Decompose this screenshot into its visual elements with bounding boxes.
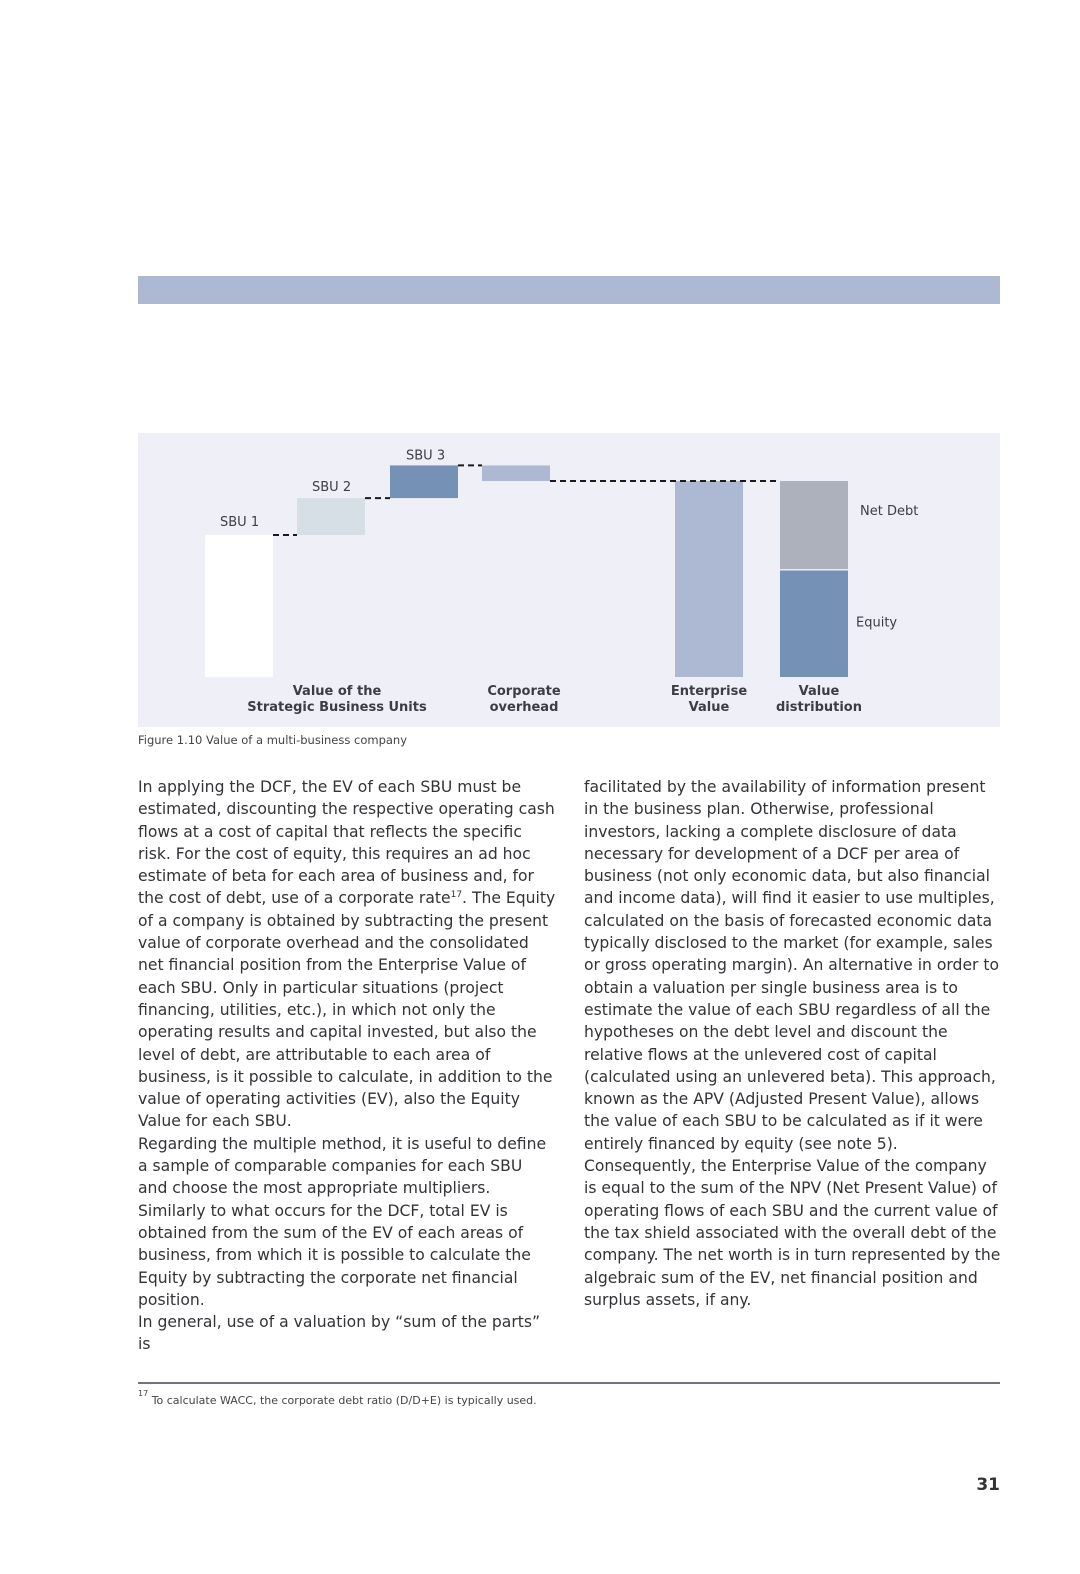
bar-equity bbox=[780, 571, 848, 678]
section-header-bar bbox=[138, 276, 1000, 304]
bar-enterprise-value bbox=[675, 481, 743, 677]
bar-sbu2 bbox=[297, 498, 365, 535]
waterfall-chart-svg bbox=[138, 433, 1000, 727]
footnote-number: 17 bbox=[138, 1389, 149, 1398]
paragraph: In general, use of a valuation by “sum of the parts” is bbox=[138, 1313, 541, 1354]
bar-corporate-overhead bbox=[482, 465, 550, 481]
category-label: overhead bbox=[489, 700, 559, 715]
body-column-left bbox=[138, 776, 556, 1356]
category-label: distribution bbox=[776, 700, 862, 715]
category-label: Corporate bbox=[487, 684, 561, 699]
bar-net-debt bbox=[780, 481, 848, 569]
footnote-text: To calculate WACC, the corporate debt ratio (D/D+E) is typically used. bbox=[151, 1394, 537, 1407]
label-net-debt: Net Debt bbox=[860, 504, 919, 520]
figure-waterfall-chart bbox=[138, 433, 1000, 727]
category-label: Strategic Business Units bbox=[247, 700, 427, 715]
page-number: 31 bbox=[976, 1475, 1000, 1495]
label-sbu3: SBU 3 bbox=[406, 448, 446, 464]
figure-caption: Figure 1.10 Value of a multi-business company bbox=[138, 733, 408, 747]
category-label: Value bbox=[798, 684, 840, 699]
category-label: Value bbox=[688, 700, 730, 715]
bar-sbu1 bbox=[205, 535, 273, 677]
category-label: Enterprise bbox=[670, 684, 748, 699]
category-label: Value of the bbox=[292, 684, 382, 699]
paragraph: In applying the DCF, the EV of each SBU must be estimated, discounting the respective operating cash flows at a cost of capital that reflects the specific risk. For the cost of equity, this requires an ad hoc estimate of beta for each area of business and, for the cost of debt, use of a corporate rate$^{17}$. The Equity of a company is obtained by subtracting the present value of corporate overhead and the consolidated net financial position from the Enterprise Value of each SBU. Only in particular situations (project financing, utilities, etc.), in which not only the operating results and capital invested, but also the level of debt, are attributable to each area of business, is it possible to calculate, in addition to the value of operating activities (EV), also the Equity Value for each SBU. bbox=[138, 778, 556, 1131]
bar-sbu3 bbox=[390, 465, 458, 498]
footnote-divider bbox=[138, 1382, 1000, 1384]
footnote-ref[interactable]: 17 bbox=[450, 890, 463, 901]
label-equity: Equity bbox=[856, 615, 898, 631]
paragraph: facilitated by the availability of information present in the business plan. Otherwise, professional investors, lacking a complete disclosure of data necessary for development of a DCF per area of business (not only economic data, but also financial and income data), will find it easier to use multiples, calculated on the basis of forecasted economic data typically disclosed to the market (for example, sales or gross operating margin). An alternative in order to obtain a valuation per single business area is to estimate the value of each SBU regardless of all the hypotheses on the debt level and discount the relative flows at the unlevered cost of capital (calculated using an unlevered beta). This approach, known as the APV (Adjusted Present Value), allows the value of each SBU to be calculated as if it were entirely financed by equity (see note 5). Consequently, the Enterprise Value of the company is equal to the sum of the NPV (Net Present Value) of operating flows of each SBU and the current value of the tax shield associated with the overall debt of the company. The net worth is in turn represented by the algebraic sum of the EV, net financial position and surplus assets, if any. bbox=[584, 778, 1001, 1309]
label-sbu1: SBU 1 bbox=[220, 515, 260, 530]
paragraph: Regarding the multiple method, it is useful to define a sample of comparable companies for each SBU and choose the most appropriate multipliers. Similarly to what occurs for the DCF, total EV is obtained from the sum of the EV of each areas of business, from which it is possible to calculate the Equity by subtracting the corporate net financial position. bbox=[138, 1134, 547, 1309]
footnote bbox=[138, 1389, 537, 1407]
body-column-right bbox=[584, 776, 1002, 1311]
label-sbu2: SBU 2 bbox=[312, 480, 352, 496]
